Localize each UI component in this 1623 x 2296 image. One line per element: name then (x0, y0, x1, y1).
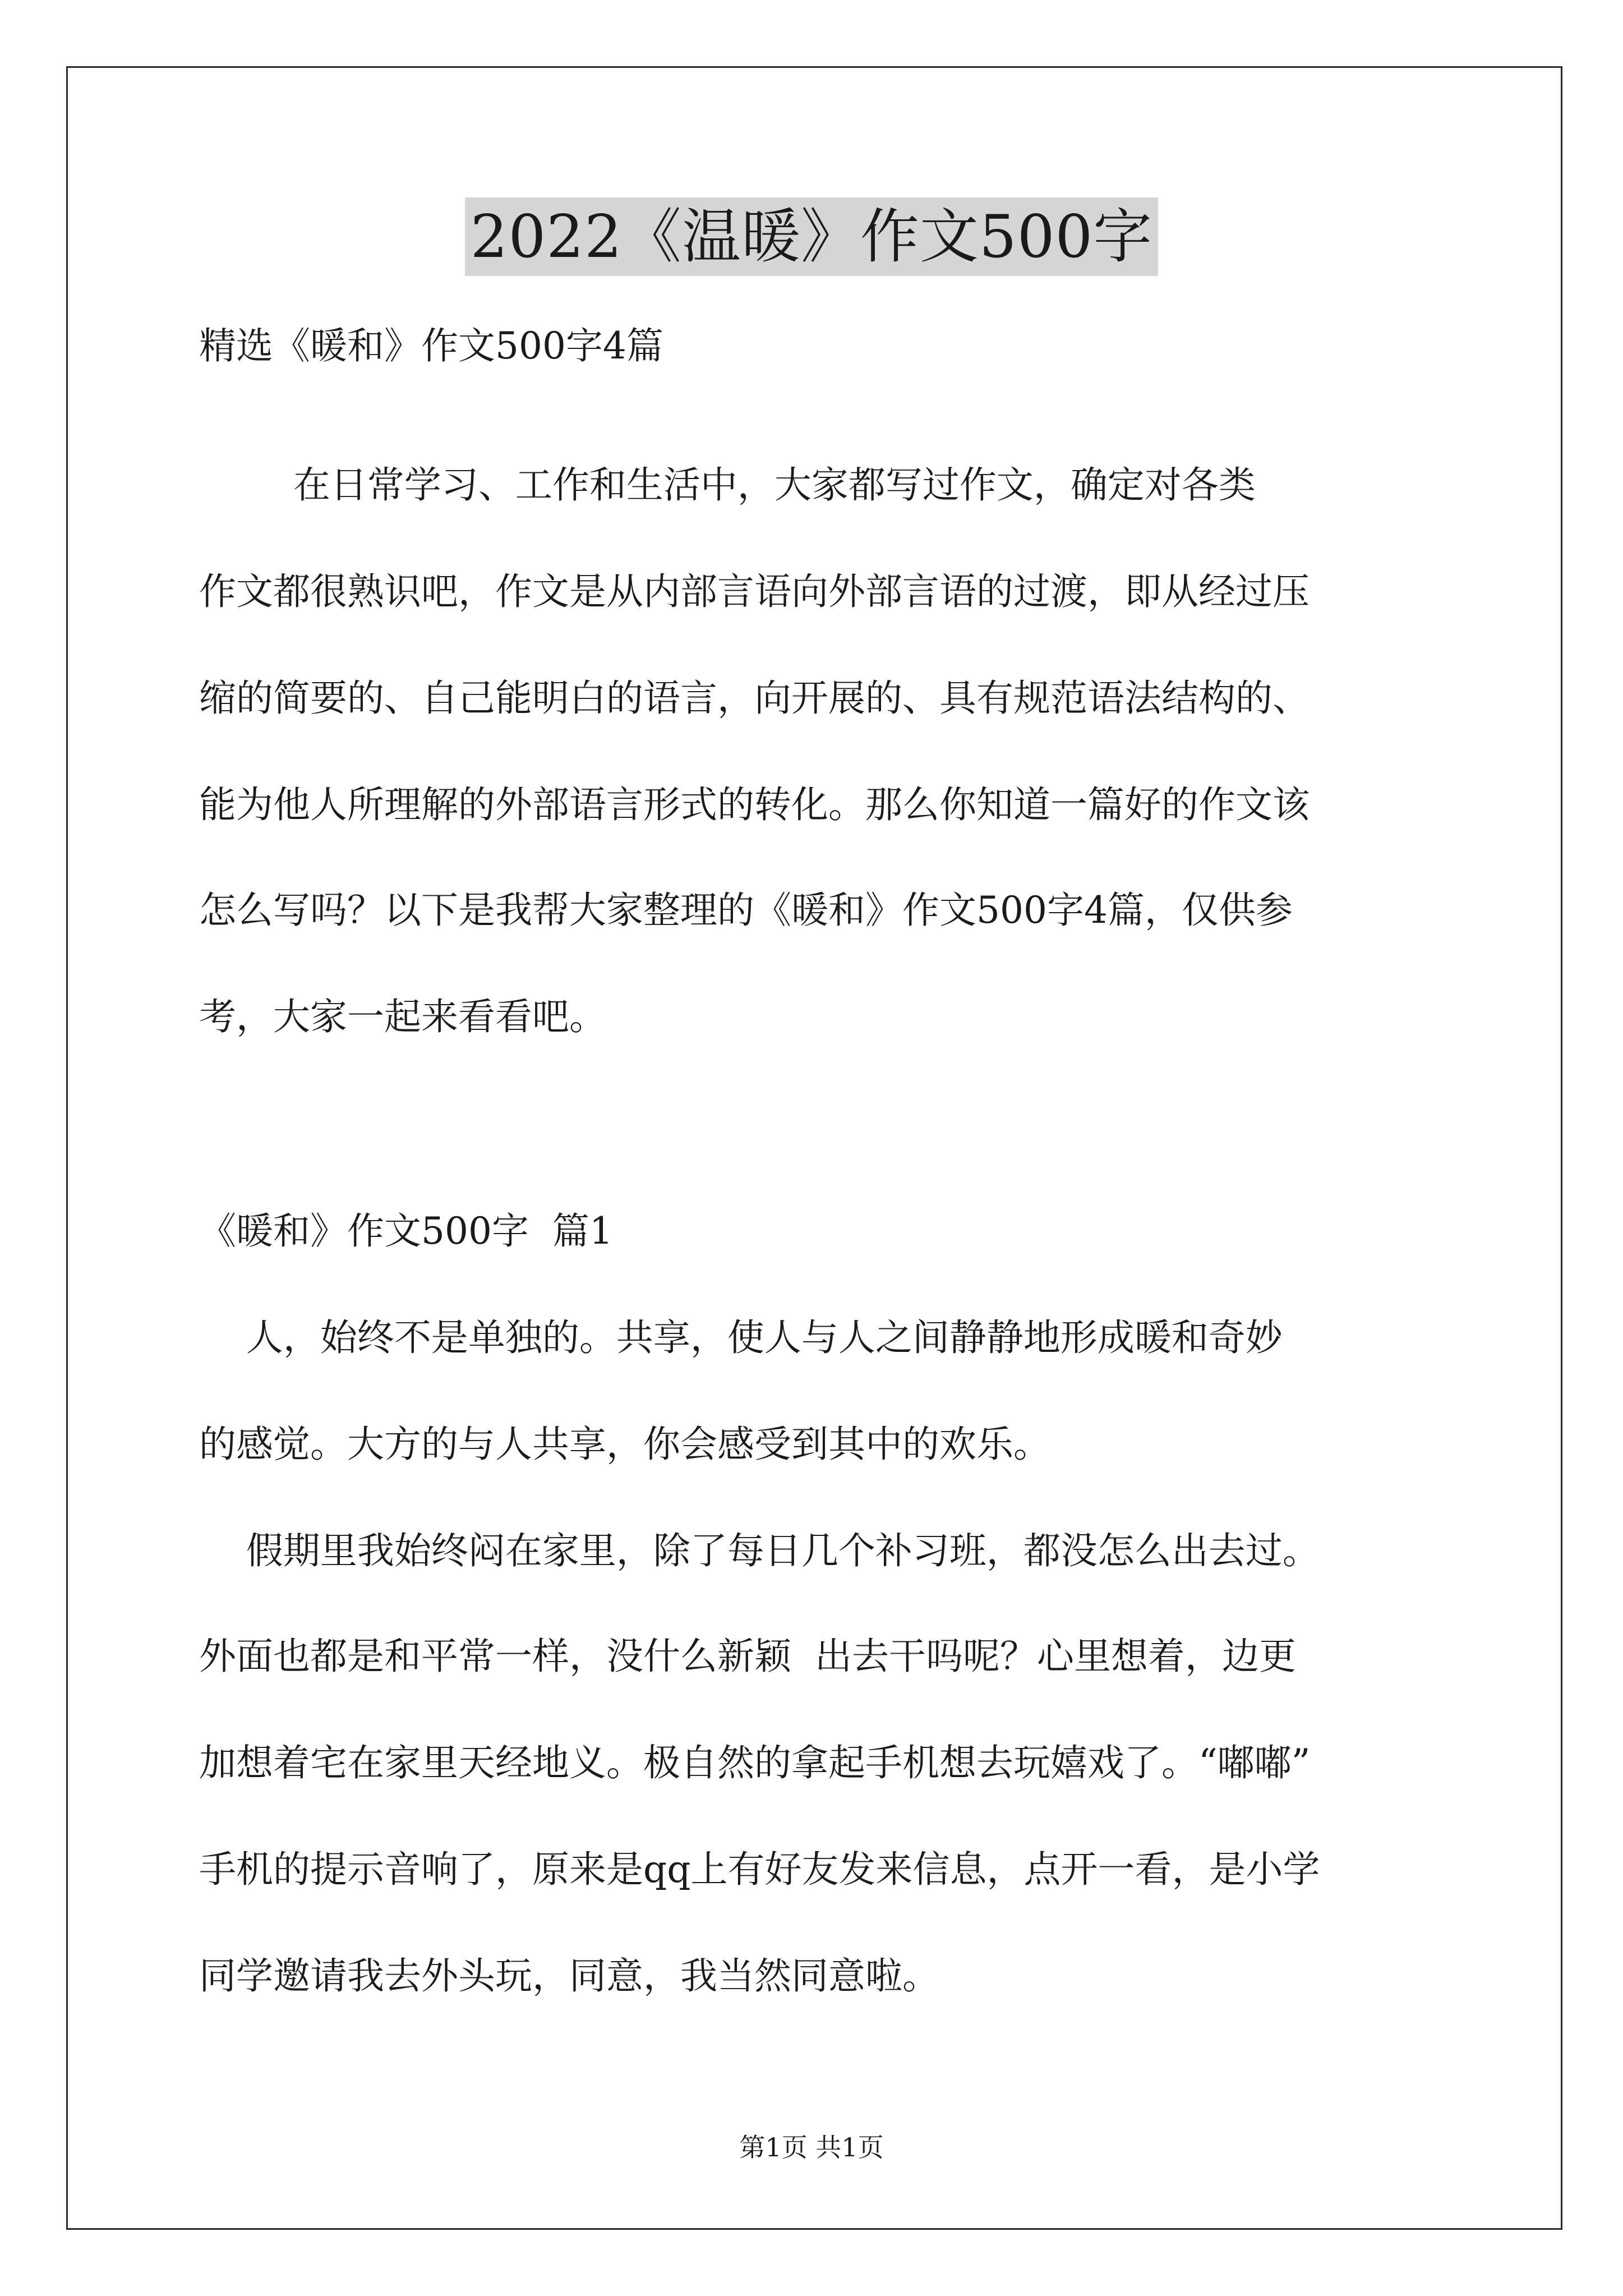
document-title: 2022《温暖》作文500字 (465, 197, 1159, 276)
intro-line: 考，大家一起来看看吧。 (199, 995, 606, 1038)
paragraph-line: 同学邀请我去外头玩，同意，我当然同意啦。 (199, 1954, 939, 1998)
section-heading: 《暖和》作文500字 篇1 (199, 1209, 613, 1253)
paragraph-line: 手机的提示音响了，原来是qq上有好友发来信息，点开一看，是小学 (199, 1848, 1320, 1891)
intro-line: 在日常学习、工作和生活中，大家都写过作文，确定对各类 (199, 463, 1256, 507)
paragraph-line: 加想着宅在家里天经地义。极自然的拿起手机想去玩嬉戏了。“嘟嘟” (199, 1741, 1311, 1784)
page-border (66, 66, 1562, 2230)
intro-line: 缩的简要的、自己能明白的语言，向开展的、具有规范语法结构的、 (199, 677, 1310, 720)
paragraph-line: 假期里我始终闷在家里，除了每日几个补习班，都没怎么出去过。 (199, 1529, 1320, 1572)
subtitle: 精选《暖和》作文500字4篇 (199, 324, 663, 367)
intro-line: 怎么写吗？以下是我帮大家整理的《暖和》作文500字4篇，仅供参 (199, 889, 1293, 932)
paragraph-line: 人，始终不是单独的。共享，使人与人之间静静地形成暖和奇妙 (199, 1316, 1283, 1359)
page-footer: 第1页 共1页 (739, 2132, 884, 2162)
intro-line: 作文都很熟识吧，作文是从内部言语向外部言语的过渡，即从经过压 (199, 570, 1310, 613)
title-container (0, 197, 1623, 276)
paragraph-line: 外面也都是和平常一样，没什么新颖 出去干吗呢？心里想着，边更 (199, 1635, 1296, 1678)
intro-line: 能为他人所理解的外部语言形式的转化。那么你知道一篇好的作文该 (199, 783, 1310, 826)
paragraph-line: 的感觉。大方的与人共享，你会感受到其中的欢乐。 (199, 1423, 1050, 1466)
